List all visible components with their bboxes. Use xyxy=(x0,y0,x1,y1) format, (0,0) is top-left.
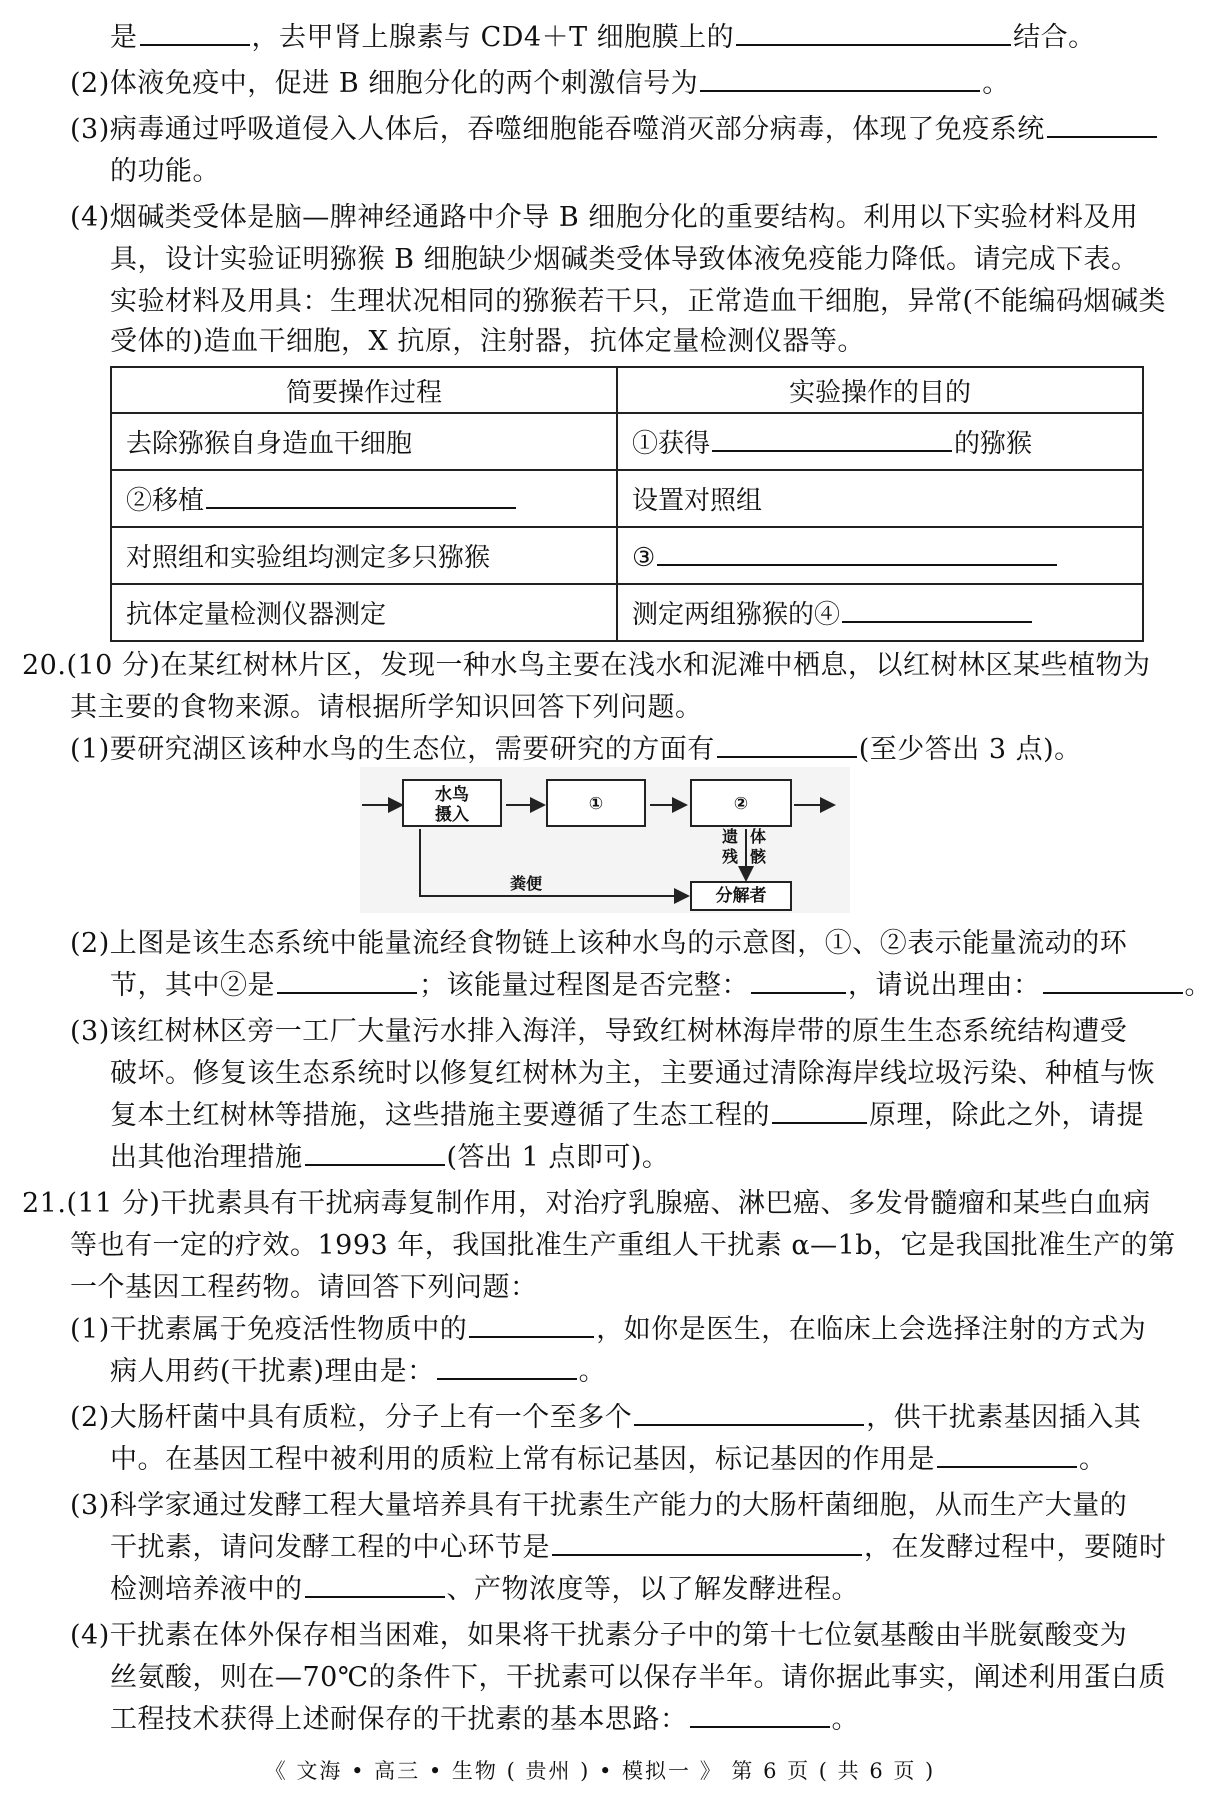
table-cell xyxy=(617,584,1143,641)
q19-4-line-1: (4)烟碱类受体是脑—脾神经通路中介导 B 细胞分化的重要结构。利用以下实验材料及用 xyxy=(70,202,1139,233)
q20-3-line-1: (3)该红树林区旁一工厂大量污水排入海洋，导致红树林海岸带的原生生态系统结构遭受 xyxy=(70,1016,1128,1047)
text: 。 xyxy=(982,68,1010,99)
text: ①获得 xyxy=(632,429,711,459)
q20-2-line-1: (2)上图是该生态系统中能量流经食物链上该种水鸟的示意图，①、②表示能量流动的环 xyxy=(70,928,1128,959)
q20-3-line-2: 破坏。修复该生态系统时以修复红树林为主，主要通过清除海岸线垃圾污染、种植与恢 xyxy=(110,1058,1155,1089)
text: 检测培养液中的 xyxy=(110,1574,303,1605)
answer-blank[interactable] xyxy=(305,1138,445,1166)
text: ③ xyxy=(632,543,656,573)
text: 复本土红树林等措施，这些措施主要遵循了生态工程的 xyxy=(110,1100,770,1131)
q19-2-line xyxy=(70,64,1010,104)
q20-3-line-4 xyxy=(110,1138,669,1178)
diagram-box-1: ① xyxy=(546,779,646,827)
text: 病人用药(干扰素)理由是： xyxy=(110,1356,435,1387)
table-cell xyxy=(617,527,1143,584)
q20-line-1: 20.(10 分)在某红树林片区，发现一种水鸟主要在浅水和泥滩中栖息，以红树林区某些植物为 xyxy=(22,650,1151,681)
text: 工程技术获得上述耐保存的干扰素的基本思路： xyxy=(110,1704,688,1735)
text: ，供干扰素基因插入其 xyxy=(866,1402,1142,1433)
text: 、产物浓度等，以了解发酵进程。 xyxy=(446,1574,859,1605)
text: 。 xyxy=(1184,970,1212,1001)
text: (1)要研究湖区该种水鸟的生态位，需要研究的方面有 xyxy=(70,734,715,765)
table-header-right: 实验操作的目的 xyxy=(617,367,1143,413)
q21-3-line-1: (3)科学家通过发酵工程大量培养具有干扰素生产能力的大肠杆菌细胞，从而生产大量的 xyxy=(70,1490,1128,1521)
q19-4-line-3: 实验材料及用具：生理状况相同的猕猴若干只，正常造血干细胞，异常(不能编码烟碱类 xyxy=(110,286,1167,317)
text: 节，其中②是 xyxy=(110,970,275,1001)
answer-blank[interactable] xyxy=(1047,110,1157,138)
q21-2-line-2 xyxy=(110,1440,1107,1480)
answer-blank[interactable] xyxy=(552,1528,862,1556)
answer-blank[interactable] xyxy=(736,18,1011,46)
diagram-label-feces: 粪便 xyxy=(510,874,543,893)
q21-1-line-1 xyxy=(70,1310,1146,1350)
text: 干扰素，请问发酵工程的中心环节是 xyxy=(110,1532,550,1563)
q19-3-cont: 的功能。 xyxy=(110,156,220,187)
table-cell: 设置对照组 xyxy=(617,470,1143,527)
answer-blank[interactable] xyxy=(772,1096,867,1124)
answer-blank[interactable] xyxy=(712,424,952,452)
q20-2-line-2 xyxy=(110,966,1212,1006)
table-cell: 对照组和实验组均测定多只猕猴 xyxy=(111,527,617,584)
answer-blank[interactable] xyxy=(690,1700,830,1728)
text: 测定两组猕猴的④ xyxy=(632,600,841,630)
text: 的猕猴 xyxy=(954,429,1033,459)
table-cell: 去除猕猴自身造血干细胞 xyxy=(111,413,617,470)
table-cell: 抗体定量检测仪器测定 xyxy=(111,584,617,641)
q21-1-line-2 xyxy=(110,1352,606,1392)
text: (至少答出 3 点)。 xyxy=(858,734,1082,765)
text: ，在发酵过程中，要随时 xyxy=(864,1532,1167,1563)
text: 中。在基因工程中被利用的质粒上常有标记基因，标记基因的作用是 xyxy=(110,1444,935,1475)
q21-4-line-3 xyxy=(110,1700,859,1740)
experiment-table xyxy=(110,366,1144,642)
text: (2)大肠杆菌中具有质粒，分子上有一个至多个 xyxy=(70,1402,633,1433)
answer-blank[interactable] xyxy=(469,1310,594,1338)
text: (2)体液免疫中，促进 B 细胞分化的两个刺激信号为 xyxy=(70,68,699,99)
answer-blank[interactable] xyxy=(437,1352,577,1380)
answer-blank[interactable] xyxy=(140,18,250,46)
text: 。 xyxy=(1079,1444,1107,1475)
diagram-box-2: ② xyxy=(690,779,792,827)
q21-4-line-2: 丝氨酸，则在—70℃的条件下，干扰素可以保存半年。请你据此事实，阐述利用蛋白质 xyxy=(110,1662,1167,1693)
energy-flow-diagram xyxy=(360,767,850,913)
answer-blank[interactable] xyxy=(700,64,980,92)
text: (1)干扰素属于免疫活性物质中的 xyxy=(70,1314,468,1345)
text: (答出 1 点即可)。 xyxy=(446,1142,670,1173)
text: ②移植 xyxy=(126,486,205,516)
text: (3)病毒通过呼吸道侵入人体后，吞噬细胞能吞噬消灭部分病毒，体现了免疫系统 xyxy=(70,114,1045,145)
diagram-box-waterbird-intake: 水鸟 摄入 xyxy=(402,779,502,827)
answer-blank[interactable] xyxy=(937,1440,1077,1468)
text: ，去甲肾上腺素与 CD4＋T 细胞膜上的 xyxy=(251,22,735,53)
text: ，请说出理由： xyxy=(848,970,1041,1001)
q19-3-line xyxy=(70,110,1159,150)
q21-line-3: 一个基因工程药物。请回答下列问题： xyxy=(70,1272,538,1303)
text: 。 xyxy=(831,1704,859,1735)
q21-3-line-2 xyxy=(110,1528,1167,1568)
q19-line-1 xyxy=(110,18,1096,58)
q19-4-line-2: 具，设计实验证明猕猴 B 细胞缺少烟碱类受体导致体液免疫能力降低。请完成下表。 xyxy=(110,244,1139,275)
q21-3-line-3 xyxy=(110,1570,859,1610)
text: 结合。 xyxy=(1013,22,1096,53)
table-cell xyxy=(111,470,617,527)
q20-line-2: 其主要的食物来源。请根据所学知识回答下列问题。 xyxy=(70,692,703,723)
q21-4-line-1: (4)干扰素在体外保存相当困难，如果将干扰素分子中的第十七位氨基酸由半胱氨酸变为 xyxy=(70,1620,1128,1651)
table-cell xyxy=(617,413,1143,470)
diagram-box-decomposer: 分解者 xyxy=(690,881,792,911)
q19-4-line-4: 受体的)造血干细胞，X 抗原，注射器，抗体定量检测仪器等。 xyxy=(110,326,865,357)
answer-blank[interactable] xyxy=(206,481,516,509)
answer-blank[interactable] xyxy=(751,966,846,994)
table-header-left: 简要操作过程 xyxy=(111,367,617,413)
answer-blank[interactable] xyxy=(1043,966,1183,994)
text: 原理，除此之外，请提 xyxy=(869,1100,1144,1131)
page-footer: 《 文海 • 高三 • 生物 ( 贵州 ) • 模拟一 》 第 6 页 ( 共 6 页 ) xyxy=(264,1759,936,1783)
text: 出其他治理措施 xyxy=(110,1142,303,1173)
text: ；该能量过程图是否完整： xyxy=(419,970,749,1001)
text: 是 xyxy=(110,22,138,53)
answer-blank[interactable] xyxy=(842,595,1032,623)
q21-2-line-1 xyxy=(70,1398,1141,1438)
answer-blank[interactable] xyxy=(305,1570,445,1598)
answer-blank[interactable] xyxy=(717,730,857,758)
diagram-label-remains: 遗 残 xyxy=(722,827,739,866)
q21-line-1: 21.(11 分)干扰素具有干扰病毒复制作用，对治疗乳腺癌、淋巴癌、多发骨髓瘤和某些白血病 xyxy=(22,1188,1151,1219)
text: 。 xyxy=(578,1356,607,1387)
answer-blank[interactable] xyxy=(657,538,1057,566)
diagram-label-body: 体 骸 xyxy=(750,827,767,866)
text: ，如你是医生，在临床上会选择注射的方式为 xyxy=(596,1314,1147,1345)
answer-blank[interactable] xyxy=(277,966,417,994)
q20-3-line-3 xyxy=(110,1096,1144,1136)
q21-line-2: 等也有一定的疗效。1993 年，我国批准生产重组人干扰素 α—1b，它是我国批准生产的第 xyxy=(70,1230,1176,1261)
q20-1-line xyxy=(70,730,1082,770)
answer-blank[interactable] xyxy=(634,1398,864,1426)
